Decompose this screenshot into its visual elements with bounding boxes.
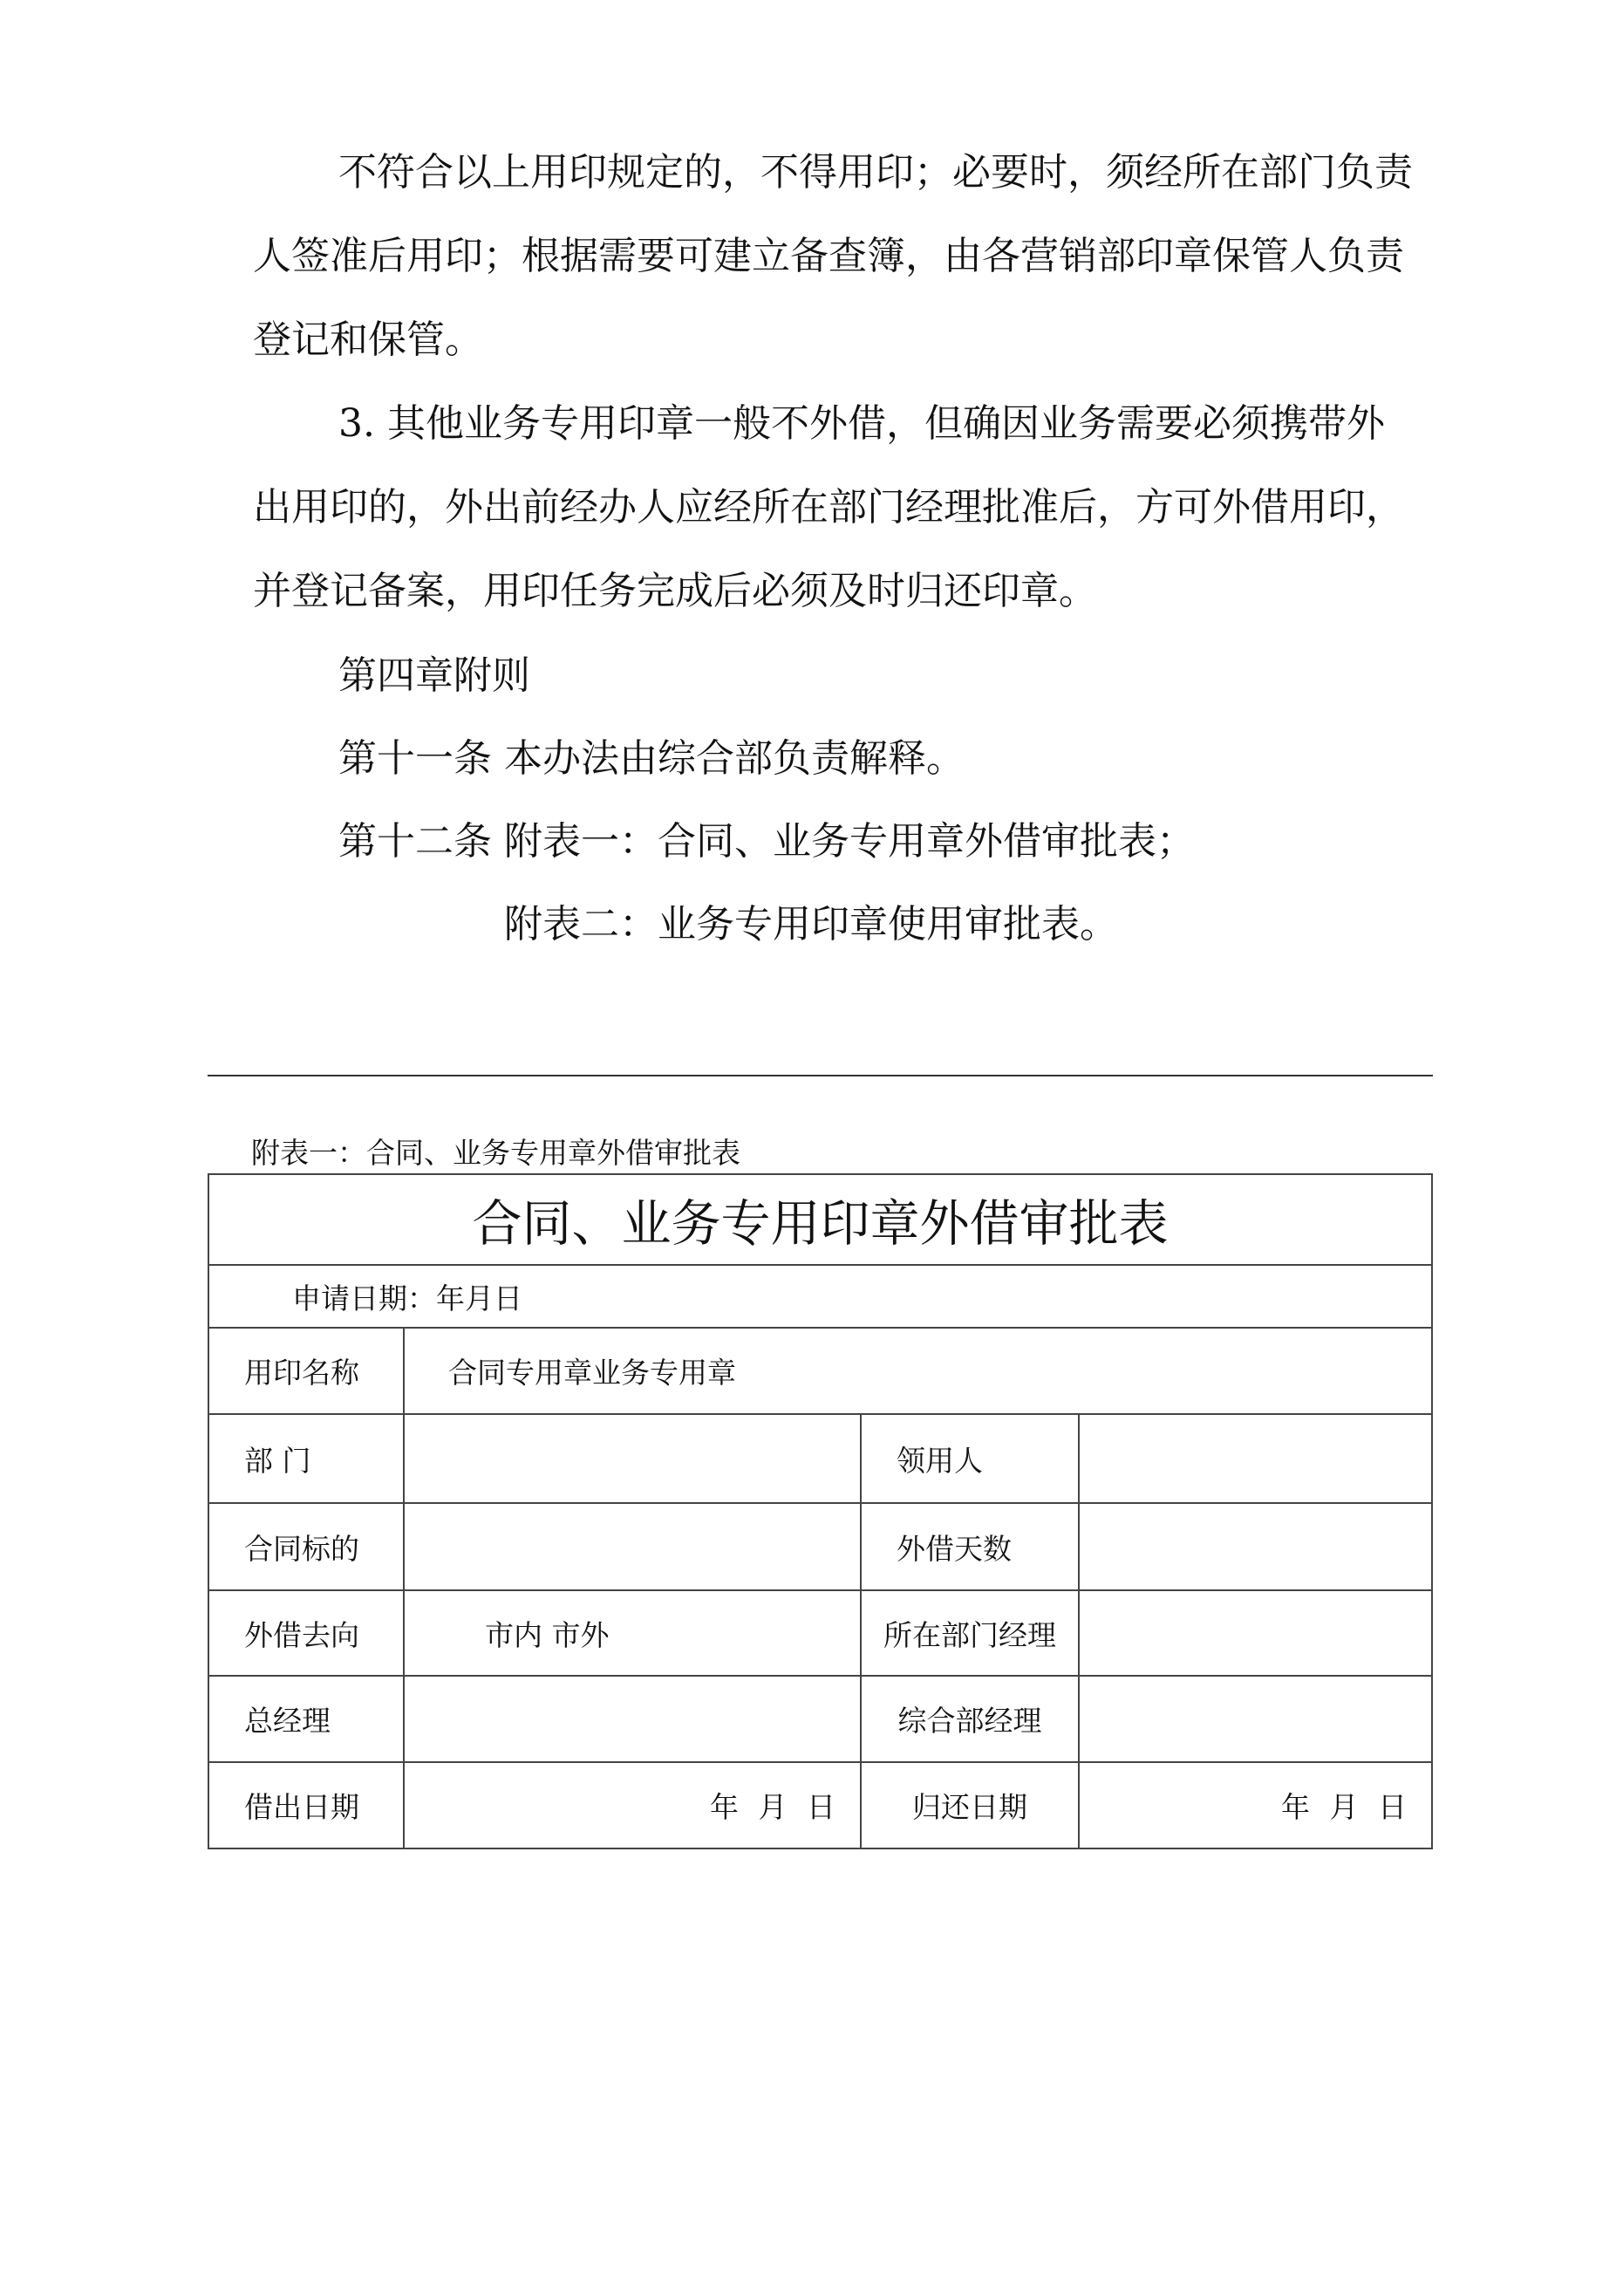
paragraph-line: 3. 其他业务专用印章一般不外借，但确因业务需要必须携带外 (338, 401, 1385, 446)
dept-manager-label: 所在部门经理 (861, 1590, 1079, 1676)
return-date-label: 归还日期 (861, 1762, 1079, 1848)
paragraph-line: 人签准后用印；根据需要可建立备查簿，由各营销部印章保管人负责 (253, 234, 1404, 278)
general-manager-label: 总经理 (208, 1676, 404, 1762)
dept-manager-field[interactable] (1079, 1590, 1432, 1676)
department-label: 部 门 (208, 1414, 404, 1503)
destination-value: 市内 市外 (404, 1590, 861, 1676)
admin-manager-label: 综合部经理 (861, 1676, 1079, 1762)
lend-date-label: 借出日期 (208, 1762, 404, 1848)
paragraph-line: 出用印的，外出前经办人应经所在部门经理批准后，方可外借用印， (253, 485, 1404, 530)
article-11: 第十一条 本办法由综合部负责解释。 (338, 736, 965, 781)
recipient-label: 领用人 (861, 1414, 1079, 1503)
apply-date: 申请日期：年月日 (208, 1265, 1432, 1328)
loan-days-field[interactable] (1079, 1503, 1432, 1590)
chapter-heading: 第四章附则 (338, 653, 530, 698)
lend-date-value[interactable]: 年 月 日 (404, 1762, 861, 1848)
contract-subject-label: 合同标的 (208, 1503, 404, 1590)
form-title: 合同、业务专用印章外借审批表 (208, 1174, 1432, 1265)
return-date-value[interactable]: 年 月 日 (1079, 1762, 1432, 1848)
admin-manager-field[interactable] (1079, 1676, 1432, 1762)
seal-name-value: 合同专用章业务专用章 (404, 1328, 1432, 1414)
page-divider (208, 1075, 1433, 1076)
paragraph-line: 不符合以上用印规定的，不得用印；必要时，须经所在部门负责 (338, 150, 1413, 195)
seal-name-label: 用印名称 (208, 1328, 404, 1414)
recipient-field[interactable] (1079, 1414, 1432, 1503)
table-caption: 附表一：合同、业务专用章外借审批表 (251, 1136, 740, 1170)
paragraph-line: 并登记备案，用印任务完成后必须及时归还印章。 (253, 569, 1097, 613)
contract-subject-field[interactable] (404, 1503, 861, 1590)
general-manager-field[interactable] (404, 1676, 861, 1762)
seal-loan-approval-form (208, 1173, 1433, 1849)
appendix-2-line: 附表二：业务专用印章使用审批表。 (504, 902, 1118, 946)
article-12: 第十二条 附表一：合同、业务专用章外借审批表； (338, 819, 1195, 864)
paragraph-line: 登记和保管。 (253, 318, 483, 362)
loan-days-label: 外借天数 (861, 1503, 1079, 1590)
destination-label: 外借去向 (208, 1590, 404, 1676)
department-field[interactable] (404, 1414, 861, 1503)
